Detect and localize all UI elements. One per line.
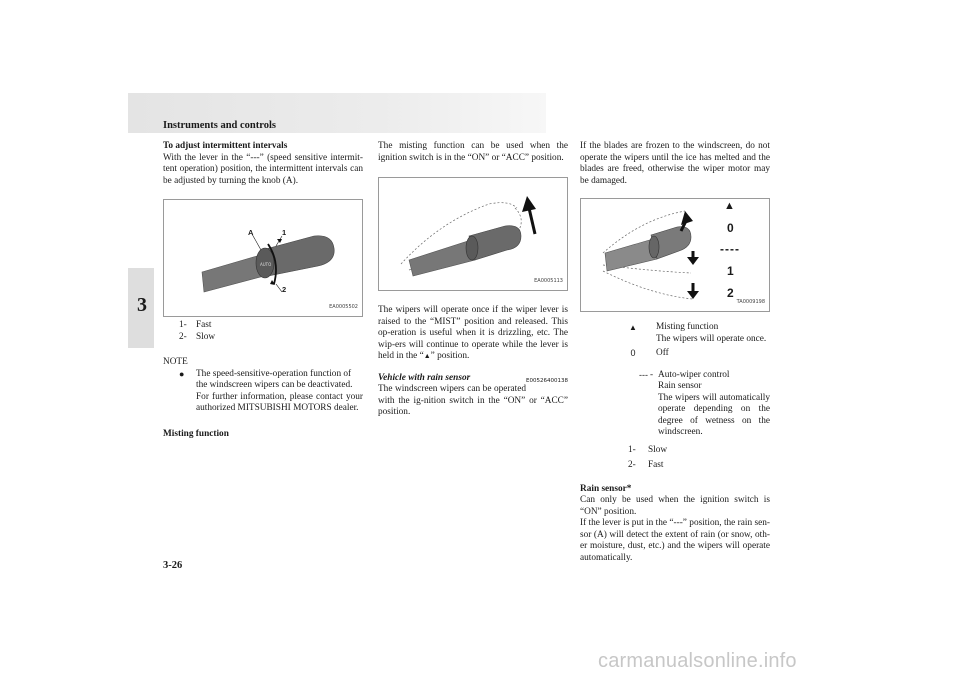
list-item	[179, 332, 363, 344]
list-text: Fast	[196, 320, 212, 330]
list-number: 2-	[179, 331, 187, 342]
section-code: E00526400138	[526, 377, 568, 384]
figure-label-dash: ----	[720, 242, 740, 256]
note-item	[179, 369, 363, 415]
misting-heading: Misting function	[163, 428, 229, 439]
figure-code: TA0009198	[736, 298, 765, 305]
column-1	[163, 141, 363, 440]
list-text: Fast	[648, 460, 664, 470]
rain-sensor-paragraph: The windscreen wipers can be operated with the ig-nition switch in the “ON” or “ACC” position.	[378, 384, 568, 417]
note-heading: NOTE	[163, 357, 188, 367]
column-3	[580, 141, 770, 564]
column-2	[378, 141, 568, 419]
note-text-2: For further information, please contact your authorized MITSUBISHI MOTORS dealer.	[196, 391, 363, 413]
figure-label-2: 2	[727, 286, 734, 300]
list-number: 1-	[628, 444, 636, 455]
misting-figure	[378, 177, 568, 291]
svg-text:AUTO: AUTO	[260, 262, 272, 267]
legend-item	[618, 322, 770, 345]
figure-code: EA0005113	[534, 277, 563, 284]
auto-symbol: ---	[639, 369, 648, 380]
figure-code: EA0005502	[329, 303, 358, 310]
list-number: 1-	[179, 320, 187, 330]
figure-label-1: 1	[282, 228, 287, 237]
legend-text: Rain sensor	[658, 381, 702, 391]
mist-up-arrow-icon: ▲	[423, 352, 431, 360]
rain-sensor-paragraph-2: If the lever is put in the “---” position, the rain sen-sor (A) will detect the extent of rain (or snow, oth-er moisture, dust, etc.) and the wipers will operate automatically.	[580, 518, 770, 563]
misting-paragraph: The misting function can be used when the ignition switch is in the “ON” or “ACC” position.	[378, 141, 568, 163]
legend-text: Misting function	[656, 322, 719, 332]
rain-sensor-heading: Rain sensor*	[580, 483, 632, 494]
list-number: 2-	[628, 460, 636, 470]
list-text: Slow	[196, 331, 216, 342]
mist-text-start: The wipers will operate once if the wiper lever is raised to the “MIST” position and released. This op-eration is useful when it is drizzling, etc. The wip-ers will continue to operate while the lever is held in the “	[378, 305, 568, 361]
list-item	[628, 445, 770, 457]
frozen-blades-paragraph: If the blades are frozen to the windscreen, do not operate the wipers until the ice has melted and the blades are freed, otherwise the wiper motor may be damaged.	[580, 141, 770, 186]
legend-text: The wipers will operate once.	[656, 333, 767, 344]
legend-text: Auto-wiper control	[658, 369, 730, 380]
page-number: 3-26	[163, 560, 183, 571]
chapter-tab-number: 3	[137, 294, 147, 316]
figure-label-1: 1	[727, 264, 734, 278]
wiper-lever-knob-illustration	[164, 200, 362, 316]
intervals-heading: To adjust intermittent intervals	[163, 141, 288, 151]
note-text-1: The speed-sensitive-operation function of the windscreen wipers can be deactivated.	[196, 368, 353, 390]
mist-up-arrow-icon: ▲	[629, 323, 637, 332]
knob-figure	[163, 199, 363, 317]
figure-label-2: 2	[282, 285, 287, 294]
list-item	[179, 320, 363, 332]
figure-label-a: A	[248, 228, 254, 237]
rain-sensor-lever-illustration	[581, 199, 769, 311]
legend-item	[618, 348, 770, 360]
rain-sensor-paragraph: Can only be used when the ignition switch is “ON” position.	[580, 495, 770, 517]
figure-label-mist: ▲	[724, 200, 735, 212]
bullet-icon: ●	[179, 368, 185, 379]
list-text: Slow	[648, 444, 668, 455]
misting-lever-illustration	[379, 178, 567, 290]
figure-label-0: 0	[727, 221, 734, 235]
legend-text: Off	[656, 348, 669, 358]
rain-sensor-subheading: Vehicle with rain sensor	[378, 372, 471, 383]
rain-sensor-figure	[580, 198, 770, 312]
legend-item: --- - Auto-wiper control Rain sensor The wipers will automatically operate depending on the degree of wetness on the windscreen.	[618, 370, 770, 439]
list-item	[628, 460, 770, 472]
watermark: carmanualsonline.info	[598, 650, 797, 672]
intervals-paragraph: With the lever in the “---” (speed sensitive intermit-tent operation) position, the intermittent intervals can be adjusted by turning the knob (A).	[163, 152, 363, 186]
mist-text-end: ” position.	[430, 351, 470, 361]
page-header-title: Instruments and controls	[163, 120, 276, 131]
mist-paragraph	[378, 305, 568, 363]
legend-text: The wipers will automatically operate depending on the degree of wetness on the windscreen.	[658, 392, 770, 437]
off-symbol: 0	[630, 348, 636, 358]
